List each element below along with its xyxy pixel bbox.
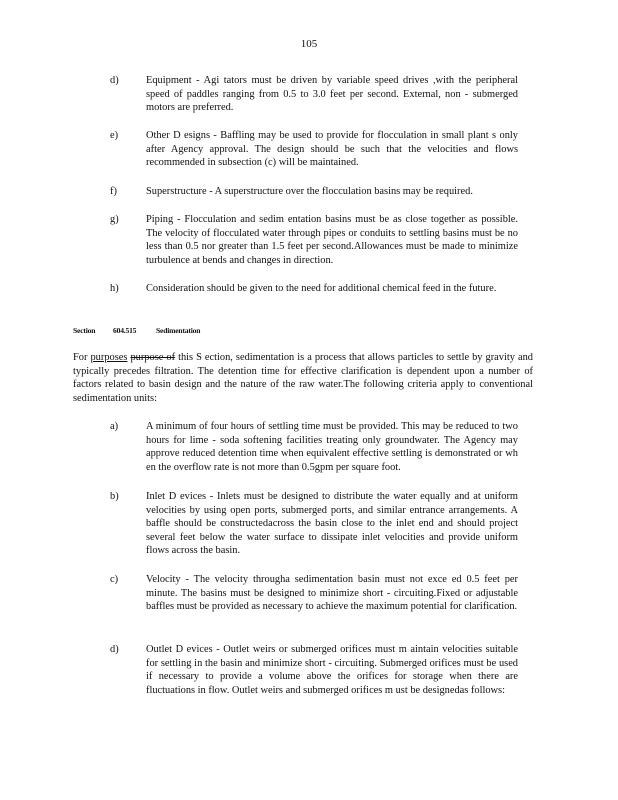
item-letter: b) [110,491,119,502]
section-heading [73,324,200,338]
section-label: Section [73,326,96,335]
intro-underlined: purposes [90,352,128,363]
section-number: 604.515 [113,326,137,335]
item-letter: d) [110,644,119,655]
item-letter: h) [110,283,119,294]
item-text: Superstructure - A superstructure over the flocculation basins may be required. [146,186,473,197]
item-letter: f) [110,186,117,197]
section-title: Sedimentation [156,326,201,335]
item-text: Outlet D evices - Outlet weirs or submerged orifices must m aintain velocities suitable for settling in the basin and minimize short - circuiting. Submerged orifices must be used if necessary to provide a volume above the orifices for storage when there are fluctuations in flow. Outlet weirs and submerged orifices m ust be designedas follows: [146,644,518,696]
item-letter: e) [110,130,119,141]
item-letter: c) [110,574,119,585]
intro-before: For [73,352,91,363]
item-letter: g) [110,214,119,225]
intro-paragraph [73,351,533,405]
intro-struck: purpose of [130,352,176,363]
intro-after: this S ection, sedimentation is a process that allows particles to settle by gravity and typically precedes filtration. The detention time for effective clarification is dependent upon a number of factors related to basin design and the nature of the raw water.The following criteria apply to conventional sedimentation units: [73,352,533,404]
item-text: Piping - Flocculation and sedim entation basins must be as close together as possible. The velocity of flocculated water through pipes or conduits to settling basins must be no less than 0.5 nor greater than 1.5 feet per second.Allowances must be made to minimize turbulence at bends and changes in direction. [146,214,518,266]
item-text: Velocity - The velocity througha sedimentation basin must not exce ed 0.5 feet per minute. The basins must be designed to minimize short - circuiting.Fixed or adjustable baffles must be provided as necessary to achieve the maximum potential for clarification. [146,574,518,613]
item-letter: a) [110,421,119,432]
item-text: A minimum of four hours of settling time must be provided. This may be reduced to two hours for lime - soda softening facilities treating only groundwater. The Agency may approve reduced detention time when equivalent effective settling is demonstrated or wh en the overflow rate is not more than 0.5gpm per square foot. [146,421,518,473]
item-text: Other D esigns - Baffling may be used to provide for flocculation in small plant s only after Agency approval. The design should be such that the velocities and flows recommended in subsection (c) will be maintained. [146,130,518,169]
item-text: Inlet D evices - Inlets must be designed to distribute the water equally and at uniform velocities by using open ports, submerged ports, and similar entrance arrangements. A baffle should be constructedacross the basin close to the inlet end and should project several feet below the water surface to dissipate inlet velocities and provide uniform flows across the basin. [146,491,518,557]
page-number: 105 [300,38,318,50]
item-letter: d) [110,75,119,86]
item-text: Consideration should be given to the need for additional chemical feed in the future. [146,283,497,294]
item-text: Equipment - Agi tators must be driven by variable speed drives ,with the peripheral speed of paddles ranging from 0.5 to 3.0 feet per second. External, non - submerged motors are preferred. [146,75,518,114]
